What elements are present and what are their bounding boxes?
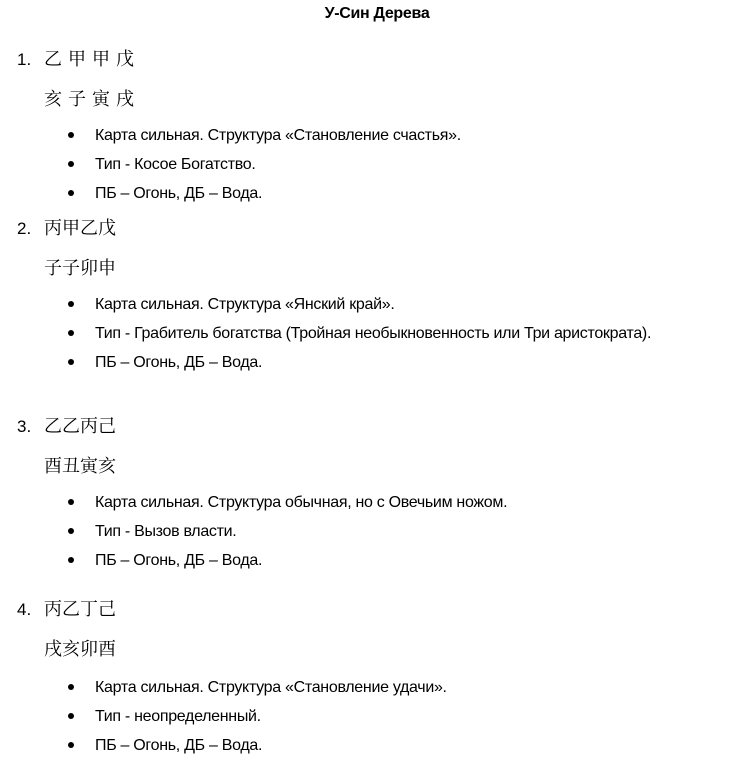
list-number: 1.	[17, 50, 32, 69]
list-item	[0, 546, 754, 575]
bullet-icon	[68, 528, 74, 534]
bullet-text: Тип - Грабитель богатства (Тройная необыкновенность или Три аристократа).	[95, 325, 652, 342]
document-title: У-Син Дерева	[324, 5, 430, 22]
bullet-text: ПБ – Огонь, ДБ – Вода.	[95, 354, 263, 371]
heavenly-stems: 丙乙丁己	[44, 599, 116, 620]
bullet-text: ПБ – Огонь, ДБ – Вода.	[95, 185, 263, 202]
bullet-list	[0, 121, 754, 208]
list-item	[0, 673, 754, 702]
heavenly-stems-line	[17, 216, 116, 240]
list-item	[0, 319, 754, 348]
list-item	[0, 179, 754, 208]
heavenly-stems: 乙甲甲戊	[44, 49, 140, 70]
bullet-text: Карта сильная. Структура обычная, но с Овечьим ножом.	[95, 494, 508, 511]
heavenly-stems: 乙乙丙己	[44, 416, 116, 437]
earthly-branches-line	[44, 637, 116, 661]
list-item	[0, 731, 754, 760]
list-number: 2.	[17, 219, 32, 238]
bullet-icon	[68, 330, 74, 336]
bullet-icon	[68, 132, 74, 138]
bullet-list	[0, 673, 754, 760]
heavenly-stems-line	[17, 47, 140, 71]
earthly-branches: 子子卯申	[44, 258, 116, 279]
bullet-icon	[68, 742, 74, 748]
bullet-icon	[68, 190, 74, 196]
earthly-branches: 戌亥卯酉	[44, 639, 116, 660]
bullet-icon	[68, 713, 74, 719]
bullet-text: Тип - неопределенный.	[95, 708, 261, 725]
heavenly-stems-line	[17, 414, 116, 438]
earthly-branches-line	[44, 454, 116, 478]
list-item	[0, 290, 754, 319]
bullet-text: Карта сильная. Структура «Янский край».	[95, 296, 395, 313]
bullet-icon	[68, 359, 74, 365]
earthly-branches: 酉丑寅亥	[44, 456, 116, 477]
bullet-icon	[68, 557, 74, 563]
bullet-text: ПБ – Огонь, ДБ – Вода.	[95, 737, 263, 754]
bullet-text: ПБ – Огонь, ДБ – Вода.	[95, 552, 263, 569]
bullet-text: Карта сильная. Структура «Становление удачи».	[95, 679, 447, 696]
bullet-text: Тип - Косое Богатство.	[95, 156, 256, 173]
bullet-icon	[68, 684, 74, 690]
earthly-branches-line	[44, 87, 140, 111]
bullet-icon	[68, 161, 74, 167]
list-number: 3.	[17, 417, 32, 436]
bullet-list	[0, 488, 754, 575]
bullet-icon	[68, 499, 74, 505]
bullet-list	[0, 290, 754, 377]
bullet-icon	[68, 301, 74, 307]
list-item	[0, 517, 754, 546]
list-item	[0, 348, 754, 377]
list-item	[0, 150, 754, 179]
list-item	[0, 121, 754, 150]
heavenly-stems-line	[17, 597, 116, 621]
earthly-branches: 亥子寅戌	[44, 89, 140, 110]
list-number: 4.	[17, 600, 32, 619]
bullet-text: Карта сильная. Структура «Становление счастья».	[95, 127, 461, 144]
bullet-text: Тип - Вызов власти.	[95, 523, 237, 540]
earthly-branches-line	[44, 256, 116, 280]
heavenly-stems: 丙甲乙戊	[44, 218, 116, 239]
list-item	[0, 702, 754, 731]
list-item	[0, 488, 754, 517]
